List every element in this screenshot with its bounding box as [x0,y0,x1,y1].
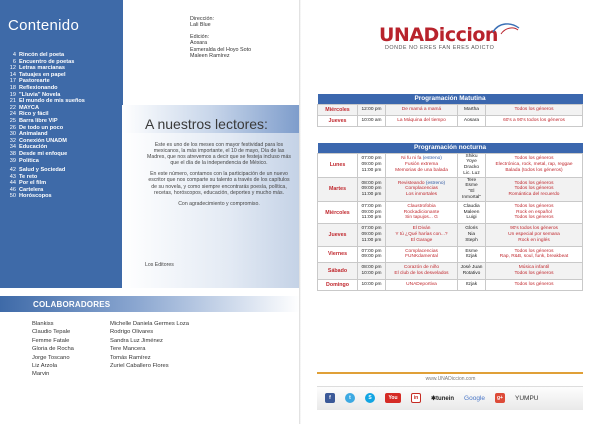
schedule-show-cell [386,153,458,177]
schedule-host: Steph [465,237,478,243]
contributors-column-1 [32,320,74,379]
toc-section-title: Tatuajes en papel [19,71,66,78]
toc-item[interactable] [4,52,85,59]
schedule-day: Jueves [318,115,358,126]
toc-page-number: 21 [9,98,16,105]
toc-page-number: 50 [9,193,16,200]
yumpu-icon[interactable]: YUMPU [515,394,539,402]
toc-item[interactable] [4,65,85,72]
schedule-genre-cell [486,153,583,177]
schedule-genre: Todos los géneros [514,156,554,162]
toc-item[interactable] [4,187,85,194]
schedule-host: Gloris [465,226,478,232]
schedule-host-cell [458,279,486,290]
direccion-name: Lali Blue [190,22,211,29]
toc-section-title: Animaland [19,131,48,138]
toc-item[interactable] [4,98,85,105]
toc-page-number: 6 [12,58,16,65]
schedule-row [318,104,583,115]
edicion-name: Aosara [190,40,208,47]
schedule-show: FUNKdamental [405,254,438,260]
schedule-genre: Todos los géneros [514,186,554,192]
schedule-day: Viernes [318,246,358,263]
toc-item[interactable] [4,174,85,181]
toc-section-title: MAYCA [19,104,39,111]
schedule-row [318,279,583,290]
schedule-show: El Garage [410,237,433,243]
schedule-day: Domingo [318,279,358,290]
schedule-time: 07:00 pm [361,248,382,254]
toc-item[interactable] [4,78,85,85]
toc-page-number: 14 [9,71,16,78]
schedule-day: Martes [318,177,358,201]
toc-page-number: 39 [9,157,16,164]
schedule-host: Shiku Yoye [465,153,478,165]
toc-item[interactable] [4,85,85,92]
schedule-host: "El Inmortal" [461,189,482,201]
contributor-name: Sandra Luz Jiménez [110,337,163,344]
schedule-host: Claudia [463,203,480,209]
schedule-genre: Todos los géneros [514,203,554,209]
schedule-genre: Electrónica, rock, metal, rap, reggae [495,162,573,168]
schedule-genre-cell [486,201,583,223]
schedule-row [318,177,583,201]
schedule-show: Complacencias [405,186,438,192]
unadiccion-logo [379,24,529,58]
schedule-genre: Balada (todos los géneros) [505,167,563,173]
schedule-show: El Diván [412,226,431,232]
schedule-day: Miércoles [318,104,358,115]
schedule-time: 09:00 pm [361,162,382,168]
facebook-icon[interactable]: f [325,393,335,403]
toc-item[interactable] [4,92,85,99]
schedule-genre-cell [486,263,583,280]
schedule-time: 09:00 pm [361,232,382,238]
contributor-name: Marvin [32,371,50,378]
youtube-icon[interactable]: You [385,393,401,403]
toc-page-number: 43 [9,173,16,180]
schedule-show: Claustrofobia [407,203,436,209]
schedule-genre-cell [486,279,583,290]
schedule-host-cell [458,201,486,223]
schedule-time: 11:00 pm [361,215,382,221]
schedule-genre-cell [486,224,583,246]
schedule-genre: Romántica del recuerdo [508,192,560,198]
toc-section-title: Conexión UNADM [19,137,67,144]
credits [190,16,251,64]
schedule-host: Itzjak [465,281,478,287]
schedule-host: Itzjak [465,254,478,260]
toc-item[interactable] [4,118,85,125]
schedule-genre: Música infantil [518,265,550,271]
schedule-genre: Todos los géneros [514,248,554,254]
website-url[interactable]: www.UNADiccion.com [425,376,476,382]
schedule-show: El club de los desvelados [394,271,449,277]
schedule-show-cell [386,263,458,280]
toc-page-number: 30 [9,131,16,138]
toc-section-title: Desde mi enfoque [19,150,68,157]
schedule-host: Tere [466,177,477,183]
schedule-time: 09:00 pm [361,209,382,215]
toc-section-title: "Lluvia" Novela [19,91,61,98]
schedule-show: Y tú ¿Qué harías con...? [395,232,448,238]
toc-page-number: 42 [9,167,16,174]
logo-swirl-icon [491,20,521,36]
toc-item[interactable] [4,151,85,158]
contributor-name: Michelle Daniela Germes Loza [110,321,189,327]
contributor-name: Gloria de Rocha [32,346,74,353]
schedule-show-cell [386,177,458,201]
toc-section-title: Por el film [19,180,47,187]
schedule-show: Fusión extrema [404,162,439,168]
schedule-show: Rockadicionante [403,209,440,215]
toc-section-title: Te reto [19,173,38,180]
schedule-genre-cell [486,177,583,201]
twitter-icon[interactable]: t [345,393,355,403]
contributor-name: Tomás Ramírez [110,354,151,361]
premiere-tag: (estreno) [425,180,446,186]
edicion-name: Esmeralda del Hoyo Soto [190,46,252,53]
schedule-show: Complacencias [405,248,438,254]
schedule-host-cell [458,246,486,263]
right-page [301,0,600,424]
toc-item[interactable] [4,105,85,112]
letter-signature: Los Editores [145,262,174,268]
schedule-show: UNADeportiva [406,281,437,287]
schedule-time: 11:00 pm [361,192,382,198]
schedule-genre: Todos los géneros [514,271,554,277]
schedule-genre: Rock en inglés [518,237,550,243]
contents-title: Contenido [8,17,80,34]
schedule-host-cell [458,153,486,177]
toc-item[interactable] [4,125,85,132]
toc-page-number: 24 [9,111,16,118]
schedule-time: 09:00 pm [361,254,382,260]
schedule-time: 07:00 pm [361,226,382,232]
schedule-host: Lic. Luz [463,170,480,176]
logo-tagline: DONDE NO ERES FAN ERES ADICTO [385,45,495,51]
schedule-genre: Rap, R&B, soul, funk, breakbeat [499,254,569,260]
contributor-name: Blankiss [32,321,54,327]
schedule-time-cell [358,224,386,246]
night-schedule-table [317,143,583,291]
night-schedule-title: Programación nocturna [318,143,583,153]
toc-page-number: 34 [9,144,16,151]
schedule-host: Maleen [463,209,480,215]
skype-icon[interactable]: S [365,393,375,403]
social-links [325,393,538,403]
direccion-label: Dirección: [190,16,214,22]
schedule-time-cell [358,279,386,290]
schedule-show-cell [386,224,458,246]
toc-item[interactable] [4,138,85,145]
schedule-day: Sábado [318,263,358,280]
schedule-host-cell [458,224,486,246]
schedule-host: José Juan [460,265,483,271]
schedule-time: 10:00 am [358,115,386,126]
schedule-genre: Todos los géneros [486,104,583,115]
toc-page-number: 44 [9,180,16,187]
toc-page-number: 38 [9,150,16,157]
schedule-time: 07:00 pm [361,203,382,209]
google-plus-icon[interactable]: g+ [495,393,505,403]
toc-item[interactable] [4,180,85,187]
toc-item[interactable] [4,193,85,200]
schedule-show: La Máquina del tiempo [386,115,458,126]
schedule-show: De mamá a mamá [386,104,458,115]
toc-page-number: 12 [9,65,16,72]
letter-paragraph: En este número, contamos con la participación de un nuevo escritor que nos comparte su talento a través de los capítulos de su novela, y como siempre encontrarás poesía, política, recetas, horóscopos, educación, deportes y mucho más. [148,171,290,196]
toc-section-title: Cartelera [19,186,44,193]
morning-schedule-title: Programación Matutina [318,94,583,104]
toc-section-title: Política [19,157,39,164]
toc-section-title: Reflexionando [19,84,58,91]
schedule-time: 08:00 pm [361,265,382,271]
morning-schedule-table [317,94,583,127]
toc-page-number: 46 [9,186,16,193]
schedule-row [318,153,583,177]
schedule-host: Luigi [466,215,477,221]
contents-list [4,52,85,200]
schedule-show: Ni fu ni fa (estreno) [401,156,442,162]
schedule-genre: Un especial por semana [508,232,560,238]
toc-item[interactable] [4,72,85,79]
edicion-name: Maleen Ramírez [190,53,230,60]
schedule-host: Dracko [463,165,480,171]
schedule-time: 11:00 pm [361,237,382,243]
schedule-show-cell [386,279,458,290]
footer-rule [317,372,583,374]
schedule-host-cell [458,177,486,201]
schedule-genre: Todos los géneros [514,180,554,186]
toc-section-title: Rico y fácil [19,111,49,118]
toc-section-title: El mundo de mis sueños [19,98,85,105]
tunein-icon[interactable]: ✱tunein [431,395,455,402]
toc-section-title: Horóscopos [19,193,52,200]
schedule-show: Los inmortales [405,192,438,198]
schedule-time: 07:00 pm [361,156,382,162]
linkedin-icon[interactable]: in [411,393,421,403]
schedule-row [318,115,583,126]
toc-section-title: Salud y Sociedad [19,167,66,174]
schedule-time: 10:00 pm [361,271,382,277]
contributor-name: Zuriel Caballero Flores [110,363,169,370]
schedule-show-cell [386,246,458,263]
toc-page-number: 22 [9,104,16,111]
toc-section-title: De todo un poco [19,124,64,131]
letter-paragraph: Este es uno de los meses con mayor festividad para los mexicanos, la más importante, el 10 de mayo, Día de las Madres, que nos atrevemos a decir que se festeja incluso más que el día de la independencia de México. [147,142,291,167]
toc-item[interactable] [4,111,85,118]
premiere-tag: (estreno) [422,156,442,162]
toc-page-number: 17 [9,78,16,85]
toc-item[interactable] [4,158,85,165]
schedule-time: 10:00 pm [361,281,382,287]
schedule-show: Memorias de una balada [395,167,448,173]
contributor-name: Liz Arzola [32,363,58,370]
schedule-show: Corazón de niño [403,265,440,271]
schedule-day: Miércoles [318,201,358,223]
schedule-genre: Todos los géneros [514,281,554,287]
schedule-row [318,263,583,280]
toc-page-number: 19 [9,91,16,98]
contributors-title: COLABORADORES [33,300,111,309]
google-icon[interactable]: Google [464,394,485,402]
readers-letter [145,142,293,212]
schedule-show: Revisteando (estreno) [397,180,446,186]
schedule-show-cell [386,201,458,223]
letter-paragraph: Con agradecimiento y compromiso. [178,200,260,207]
toc-item[interactable] [4,131,85,138]
schedule-host-cell [458,263,486,280]
toc-page-number: 32 [9,137,16,144]
schedule-genre: Todos los géneros [514,215,554,221]
contributor-name: Jorge Toscano [32,354,70,361]
toc-page-number: 26 [9,124,16,131]
toc-page-number: 4 [12,52,16,58]
schedule-row [318,201,583,223]
toc-item[interactable] [4,167,85,174]
schedule-host: Rotativo [462,271,481,277]
schedule-host: Martha [458,104,486,115]
schedule-show: Sin tapujos... G [405,215,438,221]
schedule-time: 09:00 pm [361,186,382,192]
schedule-host: Aosara [458,115,486,126]
logo-wordmark: UNADiccion [379,24,498,46]
schedule-day: Jueves [318,224,358,246]
contributor-name: Claudio Tepale [32,329,71,336]
toc-section-title: Letras marcianas [19,65,66,72]
schedule-time: 08:00 pm [361,180,382,186]
schedule-genre: Rock en español [516,209,552,215]
toc-page-number: 18 [9,84,16,91]
toc-item[interactable] [4,144,85,151]
schedule-time-cell [358,177,386,201]
schedule-genre: 60's a 90's todos los géneros [486,115,583,126]
contributor-name: Femme Fatale [32,337,70,344]
schedule-genre-cell [486,246,583,263]
schedule-host: Nia [467,232,476,238]
toc-item[interactable] [4,59,85,66]
schedule-time-cell [358,263,386,280]
schedule-time: 12:00 pm [358,104,386,115]
edicion-label: Edición: [190,33,210,40]
schedule-time: 11:00 pm [361,167,382,173]
schedule-time-cell [358,153,386,177]
schedule-day: Lunes [318,153,358,177]
schedule-row [318,246,583,263]
toc-section-title: Rincón del poeta [19,52,65,58]
toc-section-title: Encuentro de poetas [19,58,75,65]
contributor-name: Rodrigo Olivares [110,329,154,336]
toc-section-title: Pastorearte [19,78,50,85]
toc-section-title: Barra libre VIP [19,117,58,124]
schedule-genre: 90's todos los géneros [510,226,558,232]
schedule-host: Esme [465,183,478,189]
contributor-name: Tere Mancera [110,346,146,353]
readers-title: A nuestros lectores: [145,116,268,132]
schedule-time-cell [358,246,386,263]
toc-page-number: 25 [9,117,16,124]
schedule-row [318,224,583,246]
contributors-column-2 [110,320,189,370]
toc-section-title: Educación [19,144,48,151]
schedule-host: Esme [465,248,478,254]
schedule-time-cell [358,201,386,223]
